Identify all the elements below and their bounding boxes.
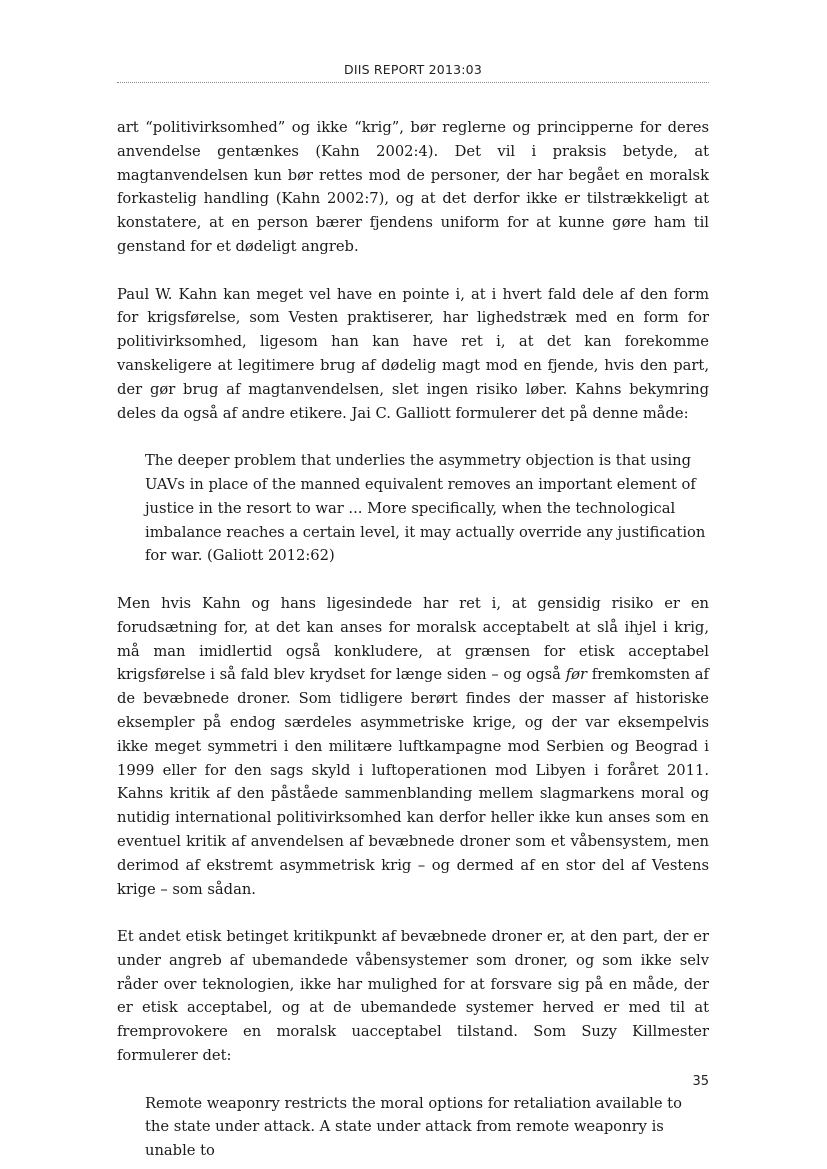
running-header: DIIS REPORT 2013:03 — [344, 62, 482, 77]
paragraph-4: Et andet etisk betinget kritikpunkt af bevæbnede droner er, at den part, der er under angreb af ubemandede våbensystemer som droner, og som ikke selv råder over teknologien, ikke har mulighed for at forsvare sig på en måde, der er etisk acceptabel, og at de ubemandede systemer herved er med til at fremprovokere en moralsk uacceptabel tilstand. Som Suzy Killmester formulerer det: — [117, 928, 709, 1065]
header-dotted-rule — [117, 82, 709, 83]
body-text — [117, 116, 709, 1163]
block-quote-killmester: Remote weaponry restricts the moral options for retaliation available to the state under attack. A state under attack from remote weaponry is unable to — [145, 1094, 682, 1160]
paragraph-3-part-2: fremkomsten af de bevæbnede droner. Som tidligere berørt findes der masser af historiske eksempler på endog særdeles asymmetriske krige, og der var eksempelvis ikke meget symmetri i den militære luftkampagne mod Serbien og Beograd i 1999 eller for den sags skyld i luftoperationen mod Libyen i foråret 2011. Kahns kritik af den påståede sammenblanding mellem slagmarkens moral og nutidig international politivirksomhed kan derfor heller ikke kun anses som en eventuel kritik af anvendelsen af bevæbnede droner som et våbensystem, men derimod af ekstremt asymmetrisk krig – og dermed af en stor del af Vestens krige – som sådan. — [117, 666, 709, 898]
paragraph-3 — [117, 592, 709, 901]
block-quote-galliott: The deeper problem that underlies the asymmetry objection is that using UAVs in place of the manned equivalent removes an important element of justice in the resort to war ... More specifically, when the technological imbalance reaches a certain level, it may actually override any justification for war. (Galiott 2012:62) — [145, 452, 706, 565]
paragraph-1: art “politivirksomhed” og ikke “krig”, bør reglerne og principperne for deres anvendelse gentænkes (Kahn 2002:4). Det vil i praksis betyde, at magtanvendelsen kun bør rettes mod de personer, der har begået en moralsk forkastelig handling (Kahn 2002:7), og at det derfor ikke er tilstrækkeligt at konstatere, at en person bærer fjendens uniform for at kunne gøre ham til genstand for et dødeligt angreb. — [117, 119, 709, 255]
paragraph-3-emphasis: før — [565, 666, 587, 684]
paragraph-2: Paul W. Kahn kan meget vel have en pointe i, at i hvert fald dele af den form for krigsførelse, som Vesten praktiserer, har lighedstræk med en form for politivirksomhed, ligesom han kan have ret i, at det kan forekomme vanskeligere at legitimere brug af dødelig magt mod en fjende, hvis den part, der gør brug af magtanvendelsen, slet ingen risiko løber. Kahns bekymring deles da også af andre etikere. Jai C. Galliott formulerer det på denne måde: — [117, 285, 709, 422]
page-number: 35 — [692, 1074, 709, 1089]
paragraph-3-part-1: Men hvis Kahn og hans ligesindede har ret i, at gensidig risiko er en forudsætning for, at det kan anses for moralsk acceptabelt at slå ihjel i krig, må man imidlertid også konkludere, at grænsen for etisk acceptabel krigsførelse i så fald blev krydset for længe siden – og også — [117, 594, 709, 684]
